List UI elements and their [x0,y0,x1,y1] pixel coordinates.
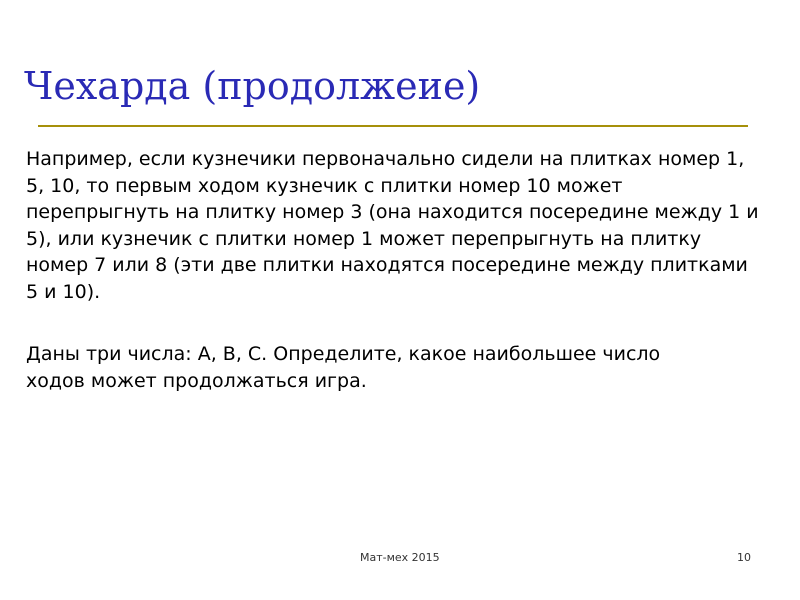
page-number: 10 [737,551,751,564]
body-paragraph-example: Например, если кузнечики первоначально сидели на плитках номер 1, 5, 10, то первым ходом кузнечик с плитки номер 10 может перепрыгнуть на плитку номер 3 (она находится посередине между 1 и 5), или кузнечик с плитки номер 1 может перепрыгнуть на плитку номер 7 или 8 (эти две плитки находятся посередине между плитками 5 и 10). [26,148,759,303]
slide-body [26,146,776,394]
body-paragraph-task: Даны три числа: A, B, C. Определите, какое наибольшее число ходов может продолжаться игра. [26,343,661,392]
title-divider [38,125,748,127]
footer-label: Мат-мех 2015 [360,551,440,564]
slide-title: Чехарда (продолжеие) [24,64,481,108]
